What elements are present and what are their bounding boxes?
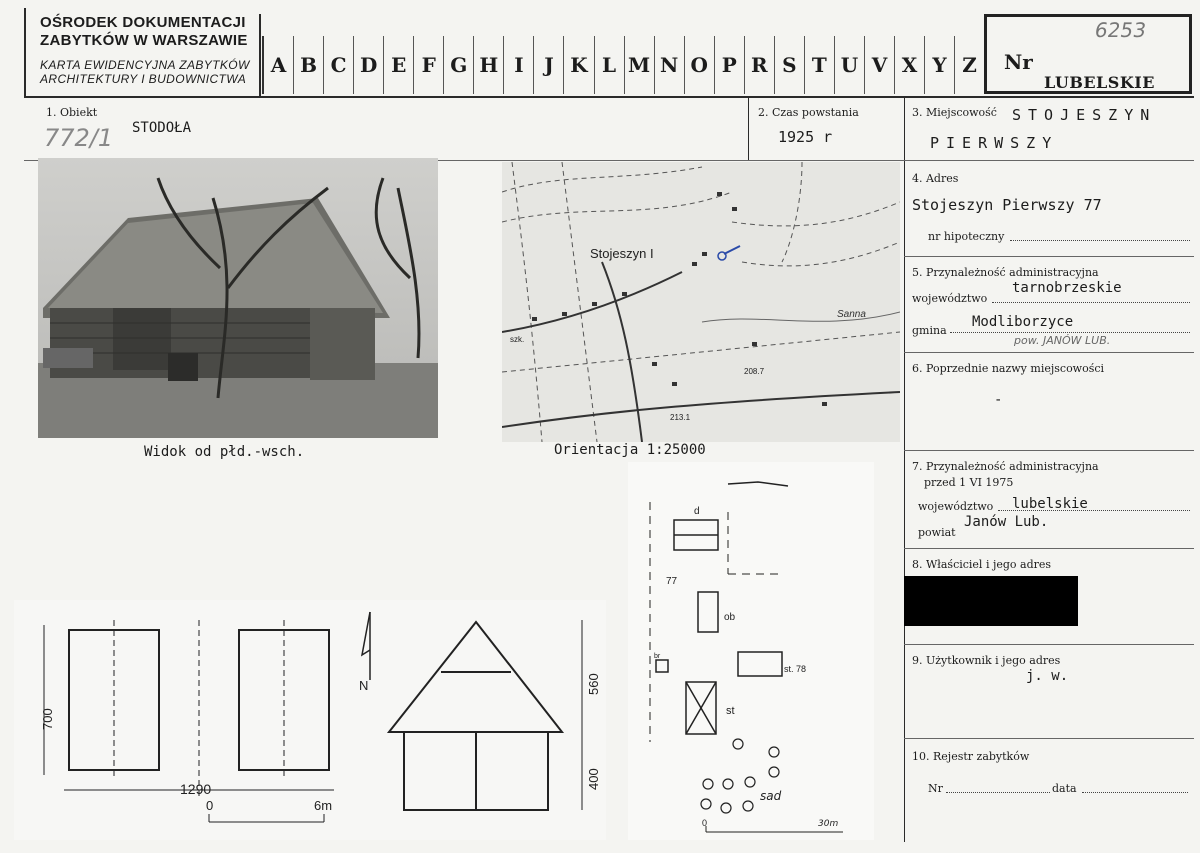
previous-names-value: - <box>994 392 1003 408</box>
register-label: 10. Rejestr zabytków <box>912 750 1030 763</box>
object-value: STODOŁA <box>132 120 192 136</box>
admin-before-sublabel: przed 1 VI 1975 <box>924 476 1014 489</box>
map-river-label: Sanna <box>837 309 866 320</box>
map-place-name: Stojeszyn I <box>590 246 654 261</box>
map-caption: Orientacja 1:25000 <box>554 442 706 458</box>
classification-letter-l: L <box>594 36 624 94</box>
register-nr-label: Nr <box>928 782 943 795</box>
dots-date <box>1082 792 1188 793</box>
site-plan-label-ob: ob <box>724 612 736 623</box>
commune-note: pow. JANÓW LUB. <box>1014 334 1111 347</box>
before-voivodeship-label: województwo <box>918 500 994 513</box>
commune-label: gmina <box>912 324 947 337</box>
plan-length-dimension: 1290 <box>180 781 212 797</box>
rule-7 <box>904 548 1194 549</box>
owner-label: 8. Właściciel i jego adres <box>912 558 1052 571</box>
plan-scale-end: 6m <box>314 798 333 813</box>
plan-north-arrow: N <box>359 678 369 693</box>
header-divider <box>259 14 261 98</box>
user-value: j. w. <box>1026 668 1069 684</box>
dots-nr <box>946 792 1050 793</box>
object-handwritten-number: 772/1 <box>44 124 114 152</box>
mortgage-label: nr hipoteczny <box>928 230 1005 243</box>
user-label: 9. Użytkownik i jego adres <box>912 654 1061 667</box>
map-elevation-1: 208.7 <box>744 367 765 376</box>
barn-plans <box>14 600 606 840</box>
plan-scale-start: 0 <box>206 798 214 813</box>
classification-letter-a: A <box>262 36 293 94</box>
classification-letter-v: V <box>864 36 894 94</box>
classification-letter-g: G <box>443 36 473 94</box>
classification-letter-r: R <box>744 36 774 94</box>
classification-letter-t: T <box>804 36 834 94</box>
classification-letter-d: D <box>353 36 383 94</box>
site-plan-drawing <box>628 462 874 840</box>
classification-letter-o: O <box>684 36 714 94</box>
section-upper-dimension: 560 <box>586 673 601 695</box>
address-label: 4. Adres <box>912 172 959 185</box>
owner-redaction <box>904 576 1078 626</box>
classification-letter-z: Z <box>954 36 984 94</box>
handwritten-card-number: 6253 <box>1092 18 1149 42</box>
classification-letter-p: P <box>714 36 744 94</box>
address-value: Stojeszyn Pierwszy 77 <box>912 196 1102 214</box>
photo-caption: Widok od płd.-wsch. <box>144 444 305 460</box>
register-date-label: data <box>1052 782 1077 795</box>
card-type-line-1: KARTA EWIDENCYJNA ZABYTKÓW <box>40 58 250 72</box>
locality-line-2: PIERWSZY <box>930 134 1059 152</box>
classification-letter-e: E <box>383 36 413 94</box>
site-plan-label-br: br <box>654 653 661 660</box>
object-label: 1. Obiekt <box>46 106 98 119</box>
site-plan-label-st: st <box>726 705 735 717</box>
right-column-divider <box>904 97 905 842</box>
admin-before-label: 7. Przynależność administracyjna <box>912 460 1099 473</box>
map-drawing <box>502 162 900 442</box>
classification-letter-b: B <box>293 36 323 94</box>
classification-letter-c: C <box>323 36 353 94</box>
classification-letters <box>262 36 984 94</box>
classification-letter-h: H <box>473 36 503 94</box>
date-value: 1925 r <box>778 128 833 146</box>
classification-letter-f: F <box>413 36 443 94</box>
classification-letter-m: M <box>624 36 654 94</box>
classification-letter-u: U <box>834 36 864 94</box>
left-border <box>24 8 26 98</box>
section-lower-dimension: 400 <box>586 768 601 790</box>
locality-label: 3. Miejscowość <box>912 106 997 119</box>
dots-gm <box>950 332 1190 333</box>
nr-label: Nr <box>1004 50 1033 74</box>
plan-width-dimension: 700 <box>40 708 55 730</box>
classification-letter-y: Y <box>924 36 954 94</box>
site-plan-label-sad: sad <box>760 789 782 803</box>
classification-letter-s: S <box>774 36 804 94</box>
office-line-2: ZABYTKÓW W WARSZAWIE <box>40 32 248 49</box>
map-elevation-2: 213.1 <box>670 413 691 422</box>
admin-label: 5. Przynależność administracyjna <box>912 266 1099 279</box>
classification-letter-j: J <box>533 36 563 94</box>
voivodeship-label: województwo <box>912 292 988 305</box>
locality-line-1: STOJESZYN <box>1012 106 1157 124</box>
card-type <box>40 58 250 86</box>
rule-5 <box>904 352 1194 353</box>
rule-6 <box>904 450 1194 451</box>
site-plan <box>628 462 874 840</box>
classification-letter-k: K <box>563 36 593 94</box>
classification-letter-n: N <box>654 36 684 94</box>
barn-photo <box>38 158 438 438</box>
county-value: Janów Lub. <box>964 514 1049 530</box>
rule-4 <box>904 256 1194 257</box>
rule-9 <box>904 738 1194 739</box>
dots-vv <box>992 302 1190 303</box>
before-voivodeship-value: lubelskie <box>1012 496 1088 512</box>
map-school-label: szk. <box>510 335 525 344</box>
office-name <box>40 14 248 50</box>
mortgage-field <box>1010 240 1190 241</box>
site-plan-scale-start: 0 <box>702 818 708 828</box>
rule-3 <box>904 160 1194 161</box>
date-divider <box>748 97 749 160</box>
classification-letter-x: X <box>894 36 924 94</box>
rule-8 <box>904 644 1194 645</box>
site-plan-label-st78: st. 78 <box>784 664 807 674</box>
site-plan-label-77: 77 <box>666 576 678 587</box>
voivodeship-value: tarnobrzeskie <box>1012 280 1122 296</box>
header-bottom-rule <box>24 96 1194 98</box>
region-name: LUBELSKIE <box>1044 73 1155 92</box>
site-plan-scale-end: 30m <box>818 819 839 829</box>
classification-letter-i: I <box>503 36 533 94</box>
date-label: 2. Czas powstania <box>758 106 859 119</box>
barn-plan-drawing <box>14 600 606 840</box>
previous-names-label: 6. Poprzednie nazwy miejscowości <box>912 362 1105 375</box>
office-line-1: OŚRODEK DOKUMENTACJI <box>40 14 246 31</box>
commune-value: Modliborzyce <box>972 314 1074 330</box>
location-map <box>502 162 900 442</box>
card-type-line-2: ARCHITEKTURY I BUDOWNICTWA <box>40 72 247 86</box>
site-plan-label-d: d <box>694 506 700 517</box>
barn-photo-drawing <box>38 158 438 438</box>
dots-b1 <box>998 510 1190 511</box>
county-label: powiat <box>918 526 956 539</box>
